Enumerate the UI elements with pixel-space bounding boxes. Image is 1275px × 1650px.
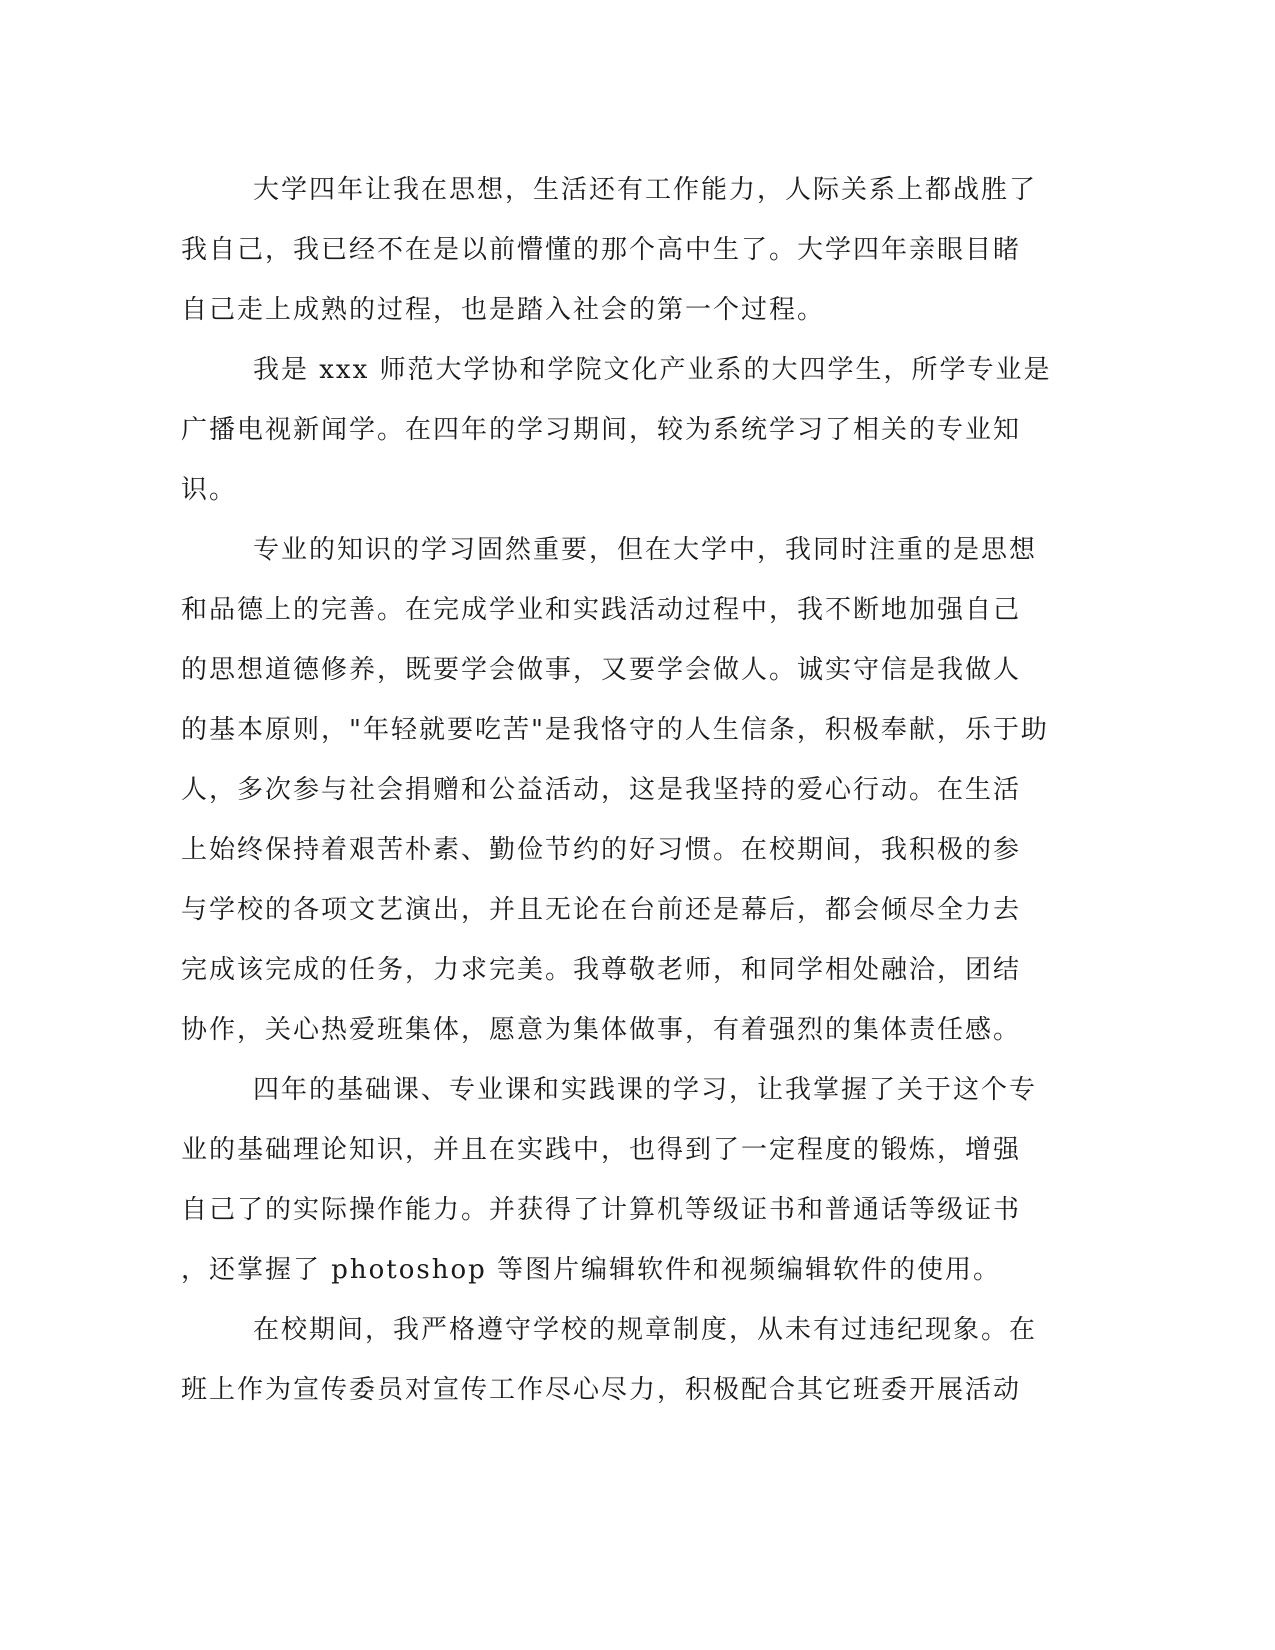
- paragraph-2-line-3: 识。: [181, 475, 238, 505]
- paragraph-3-line-2: 和品德上的完善。在完成学业和实践活动过程中，我不断地加强自己: [181, 595, 1022, 625]
- paragraph-4-line-1: 四年的基础课、专业课和实践课的学习，让我掌握了关于这个专: [253, 1075, 1038, 1105]
- paragraph-5-line-2: 班上作为宣传委员对宣传工作尽心尽力，积极配合其它班委开展活动: [181, 1375, 1022, 1405]
- paragraph-4-line-4: ，还掌握了 photoshop 等图片编辑软件和视频编辑软件的使用。: [181, 1255, 1002, 1285]
- paragraph-2-line-2: 广播电视新闻学。在四年的学习期间，较为系统学习了相关的专业知: [181, 415, 1022, 445]
- body-text: [181, 160, 1051, 1420]
- paragraph-3-line-6: 上始终保持着艰苦朴素、勤俭节约的好习惯。在校期间，我积极的参: [181, 835, 1022, 865]
- paragraph-4-line-2: 业的基础理论知识，并且在实践中，也得到了一定程度的锻炼，增强: [181, 1135, 1022, 1165]
- paragraph-5-line-1: 在校期间，我严格遵守学校的规章制度，从未有过违纪现象。在: [253, 1315, 1038, 1345]
- paragraph-2-line-1: 我是 xxx 师范大学协和学院文化产业系的大四学生，所学专业是: [253, 355, 1052, 385]
- paragraph-3-line-5: 人，多次参与社会捐赠和公益活动，这是我坚持的爱心行动。在生活: [181, 775, 1022, 805]
- paragraph-3-line-8: 完成该完成的任务，力求完美。我尊敬老师，和同学相处融洽，团结: [181, 955, 1022, 985]
- paragraph-4-line-3: 自己了的实际操作能力。并获得了计算机等级证书和普通话等级证书: [181, 1195, 1022, 1225]
- paragraph-3-line-7: 与学校的各项文艺演出，并且无论在台前还是幕后，都会倾尽全力去: [181, 895, 1022, 925]
- paragraph-3-line-9: 协作，关心热爱班集体，愿意为集体做事，有着强烈的集体责任感。: [181, 1015, 1022, 1045]
- paragraph-3-line-4: 的基本原则，"年轻就要吃苦"是我恪守的人生信条，积极奉献，乐于助: [181, 715, 1049, 745]
- paragraph-1-line-1: 大学四年让我在思想，生活还有工作能力，人际关系上都战胜了: [253, 175, 1038, 205]
- paragraph-1-line-3: 自己走上成熟的过程，也是踏入社会的第一个过程。: [181, 295, 826, 325]
- paragraph-3-line-1: 专业的知识的学习固然重要，但在大学中，我同时注重的是思想: [253, 535, 1038, 565]
- paragraph-1-line-2: 我自己，我已经不在是以前懵懂的那个高中生了。大学四年亲眼目睹: [181, 235, 1022, 265]
- paragraph-3-line-3: 的思想道德修养，既要学会做事，又要学会做人。诚实守信是我做人: [181, 655, 1022, 685]
